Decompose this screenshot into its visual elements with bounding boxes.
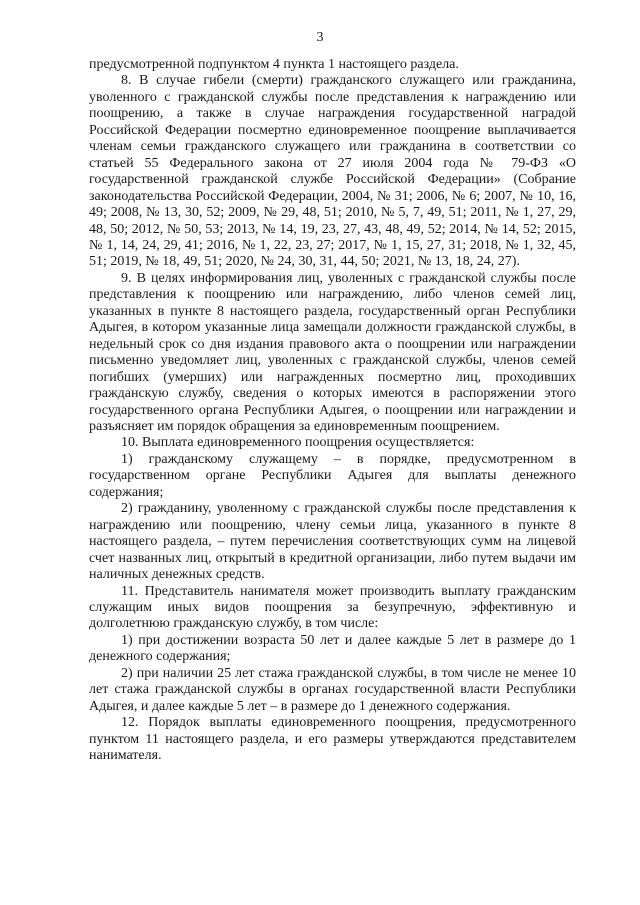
page-number: 3 — [316, 30, 324, 45]
paragraph-item-11-2: 2) при наличии 25 лет стажа гражданской службы, в том числе не менее 10 лет стажа гражданской службы в органах государственной власти Республики Адыгея, и далее каждые 5 лет – в размере до 1 денежного содержания. — [89, 665, 576, 714]
paragraph-item-11-1: 1) при достижении возраста 50 лет и далее каждые 5 лет в размере до 1 денежного содержания; — [89, 632, 576, 665]
paragraph-item-10: 10. Выплата единовременного поощрения осуществляется: — [121, 435, 475, 451]
paragraph-item-11: 11. Представитель нанимателя может производить выплату гражданским служащим иных видов поощрения за безупречную, эффективную и долголетнюю гражданскую службу, в том числе: — [89, 583, 576, 632]
paragraph-continuation: предусмотренной подпунктом 4 пункта 1 настоящего раздела. — [89, 57, 459, 72]
paragraph-item-10-1: 1) гражданскому служащему – в порядке, предусмотренном в государственном органе Республики Адыгея для выплаты денежного содержания; — [89, 451, 576, 500]
paragraph-item-9: 9. В целях информирования лиц, уволенных с гражданской службы после представления к поощрению или награждению, либо членов семей лиц, указанных в пункте 8 настоящего раздела, государственный орган Республики Адыгея, в котором указанные лица замещали должности гражданской службы, в недельный срок со дня издания правового акта о поощрении или награждении письменно уведомляет лиц, уволенных с гражданской службы, членов семей погибших (умерших) или награжденных посмертно лиц, проходивших гражданскую службу, сведения о которых имеются в распоряжении этого государственного органа Республики Адыгея, о поощрении или награждении и разъясняет им порядок обращения за единовременным поощрением. — [89, 270, 576, 434]
paragraph-item-10-2: 2) гражданину, уволенному с гражданской службы после представления к награждению или поощрению, члену семьи лица, указанного в пункте 8 настоящего раздела, – путем перечисления соответствующих сумм на лицевой счет названных лиц, открытый в кредитной организации, либо путем выдачи им наличных денежных средств. — [89, 501, 576, 583]
paragraph-item-8: 8. В случае гибели (смерти) гражданского служащего или гражданина, уволенного с гражданской службы после представления к награждению или поощрению, а также в случае награждения государственной наградой Российской Федерации посмертно единовременное поощрение выплачивается членам семьи гражданского служащего или гражданина в соответствии со статьей 55 Федерального закона от 27 июля 2004 года № 79-ФЗ «О государственной гражданской службе Российской Федерации» (Собрание законодательства Российской Федерации, 2004, № 31; 2006, № 6; 2007, № 10, 16, 49; 2008, № 13, 30, 52; 2009, № 29, 48, 51; 2010, № 5, 7, 49, 51; 2011, № 1, 27, 29, 48, 50; 2012, № 50, 53; 2013, № 14, 19, 23, 27, 43, 48, 49, 52; 2014, № 14, 52; 2015, № 1, 14, 24, 29, 41; 2016, № 1, 22, 23, 27; 2017, № 1, 15, 27, 31; 2018, № 1, 32, 45, 51; 2019, № 18, 49, 51; 2020, № 24, 30, 31, 44, 50; 2021, № 13, 18, 24, 27). — [89, 73, 576, 270]
document-body — [89, 57, 576, 764]
paragraph-item-12: 12. Порядок выплаты единовременного поощрения, предусмотренного пунктом 11 настоящего раздела, и его размеры утверждаются представителем нанимателя. — [89, 715, 576, 764]
